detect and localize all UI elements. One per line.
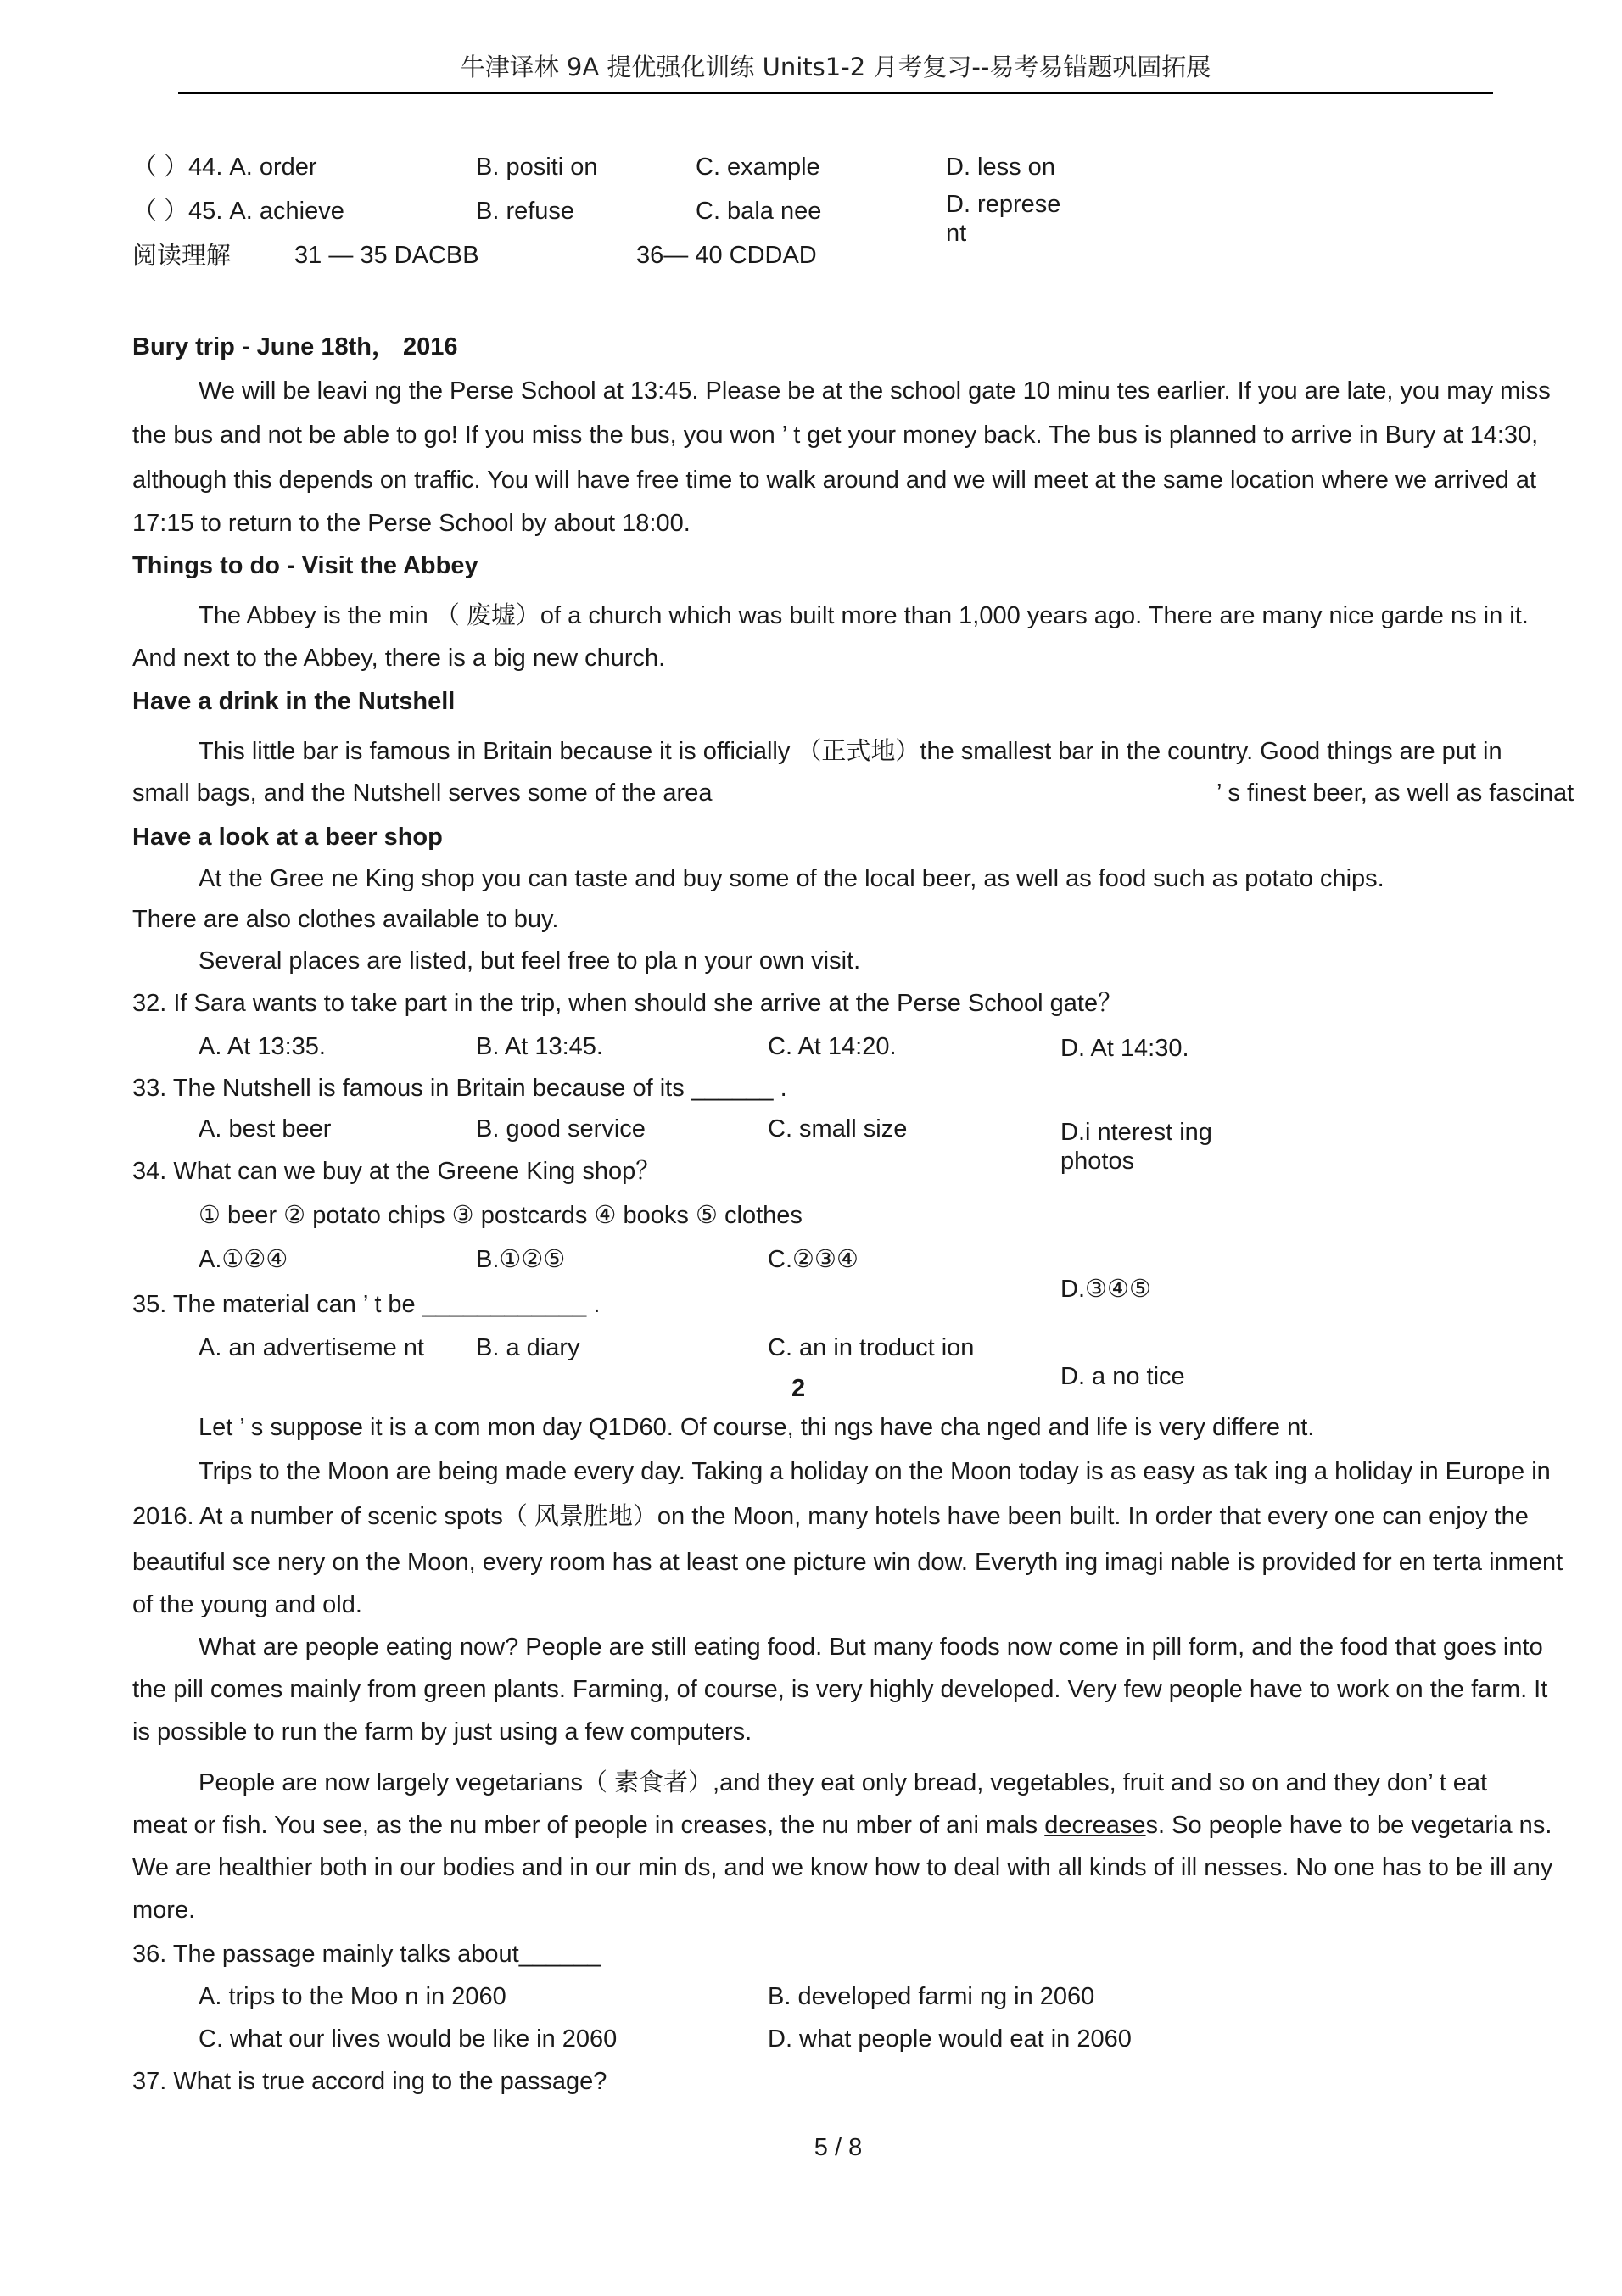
q45-option-d-line1: D. represe (946, 191, 1061, 218)
q37-stem: 37. What is true accord ing to the passage? (132, 2068, 607, 2095)
passage1-p3-line2-left: small bags, and the Nutshell serves some of the area (132, 779, 713, 807)
passage2-p2-line3: beautiful sce nery on the Moon, every room has at least one picture win dow. Everyth ing imagi nable is provided for en terta inment (132, 1549, 1563, 1576)
passage1-p2-line1: The Abbey is the min （ 废墟）of a church which was built more than 1,000 years ago. There are many nice garde ns in it. (199, 602, 1529, 629)
q34-option-a: A.①②④ (199, 1246, 288, 1273)
q35-option-d: D. a no tice (1060, 1363, 1185, 1390)
q33-option-d-line2: photos (1060, 1148, 1135, 1175)
q33-option-b: B. good service (476, 1115, 646, 1142)
answers-36-40: 36— 40 CDDAD (636, 242, 817, 269)
passage2-p4-line4: more. (132, 1897, 196, 1924)
passage1-heading-nutshell: Have a drink in the Nutshell (132, 688, 456, 715)
q32-option-b: B. At 13:45. (476, 1033, 603, 1060)
q36-option-a: A. trips to the Moo n in 2060 (199, 1983, 506, 2010)
passage1-p4-line2: There are also clothes available to buy. (132, 906, 559, 933)
q36-option-c: C. what our lives would be like in 2060 (199, 2025, 618, 2053)
passage2-p4-line2-post: s. So people have to be vegetaria ns. (1145, 1812, 1552, 1839)
passage2-p4-line2-pre: meat or fish. You see, as the nu mber of people in creases, the nu mber of ani mals (132, 1812, 1045, 1839)
q45-option-b: B. refuse (476, 198, 575, 225)
q35-option-c: C. an in troduct ion (768, 1334, 975, 1361)
q36-stem: 36. The passage mainly talks about______ (132, 1941, 601, 1968)
q35-option-a: A. an advertiseme nt (199, 1334, 424, 1361)
q34-option-c: C.②③④ (768, 1246, 859, 1273)
q33-option-c: C. small size (768, 1115, 908, 1142)
page-number: 5 / 8 (814, 2134, 863, 2161)
passage1-p1-line1: We will be leavi ng the Perse School at 13:45. Please be at the school gate 10 minu tes earlier. If you are late, you may miss (199, 377, 1551, 405)
passage2-p1: Let ’ s suppose it is a com mon day Q1D60. Of course, thi ngs have cha nged and life is very differe nt. (199, 1414, 1315, 1441)
passage1-p1-line2: the bus and not be able to go! If you miss the bus, you won ’ t get your money back. The bus is planned to arrive in Bury at 14:30, (132, 422, 1539, 449)
q36-option-d: D. what people would eat in 2060 (768, 2025, 1132, 2053)
passage2-p4-line1: People are now largely vegetarians（ 素食者）,and they eat only bread, vegetables, fruit and so on and they don’ t eat (199, 1769, 1488, 1796)
q32-stem: 32. If Sara wants to take part in the trip, when should she arrive at the Perse School gate？ (132, 990, 1123, 1017)
passage1-heading-beer-shop: Have a look at a beer shop (132, 824, 443, 851)
q34-items: ① beer ② potato chips ③ postcards ④ books ⑤ clothes (199, 1202, 803, 1229)
answers-31-35: 31 — 35 DACBB (294, 242, 479, 269)
passage1-p4-line3: Several places are listed, but feel free to pla n your own visit. (199, 947, 861, 975)
passage2-p3-line1: What are people eating now? People are still eating food. But many foods now come in pill form, and the food that goes into (199, 1634, 1543, 1661)
passage2-p2-line4: of the young and old. (132, 1591, 362, 1618)
section-number: 2 (791, 1375, 806, 1402)
q45-option-c: C. bala nee (696, 198, 822, 225)
passage1-p1-line4: 17:15 to return to the Perse School by about 18:00. (132, 510, 691, 537)
q34-option-d: D.③④⑤ (1060, 1276, 1151, 1303)
q32-option-a: A. At 13:35. (199, 1033, 326, 1060)
passage1-p3-line2-right: ’ s finest beer, as well as fascinat (1216, 779, 1574, 807)
q44-option-d: D. less on (946, 154, 1055, 181)
passage1-p1-line3: although this depends on traffic. You will have free time to walk around and we will meet at the same location where we arrived at (132, 466, 1537, 494)
q44-option-c: C. example (696, 154, 820, 181)
q45-option-d-line2: nt (946, 220, 967, 247)
q45-option-a: （ ）45. A. achieve (132, 198, 344, 225)
passage1-heading-abbey: Things to do - Visit the Abbey (132, 552, 478, 579)
answers-label: 阅读理解 (132, 241, 232, 270)
q35-stem: 35. The material can ’ t be ____________ . (132, 1291, 601, 1318)
page-header-title: 牛津译林 9A 提优强化训练 Units1-2 月考复习--易考易错题巩固拓展 (460, 53, 1211, 81)
passage1-p4-line1: At the Gree ne King shop you can taste and buy some of the local beer, as well as food such as potato chips. (199, 865, 1384, 892)
passage2-p2-line2: 2016. At a number of scenic spots（ 风景胜地）on the Moon, many hotels have been built. In order that every one can enjoy the (132, 1503, 1529, 1530)
passage1-p2-line2: And next to the Abbey, there is a big new church. (132, 645, 666, 672)
passage2-p2-line1: Trips to the Moon are being made every day. Taking a holiday on the Moon today is as easy as tak ing a holiday in Europe in (199, 1458, 1551, 1485)
q44-option-b: B. positi on (476, 154, 598, 181)
q34-stem: 34. What can we buy at the Greene King shop？ (132, 1158, 661, 1185)
passage2-p3-line2: the pill comes mainly from green plants. Farming, of course, is very highly developed. Very few people have to work on the farm. It (132, 1676, 1548, 1703)
q34-option-b: B.①②⑤ (476, 1246, 566, 1273)
passage2-p4-line2 (132, 1811, 1552, 1841)
q33-stem: 33. The Nutshell is famous in Britain because of its ______ . (132, 1075, 787, 1102)
underlined-word-decrease: decrease (1044, 1812, 1146, 1839)
q36-option-b: B. developed farmi ng in 2060 (768, 1983, 1095, 2010)
q33-option-a: A. best beer (199, 1115, 332, 1142)
q32-option-d: D. At 14:30. (1060, 1035, 1189, 1062)
header-divider (178, 92, 1493, 94)
q33-option-d-line1: D.i nterest ing (1060, 1119, 1212, 1146)
passage2-p4-line3: We are healthier both in our bodies and in our min ds, and we know how to deal with all kinds of ill nesses. No one has to be ill any (132, 1854, 1553, 1881)
q32-option-c: C. At 14:20. (768, 1033, 897, 1060)
passage1-title: Bury trip - June 18th， 2016 (132, 333, 458, 360)
q44-option-a: （ ）44. A. order (132, 154, 317, 181)
passage2-p3-line3: is possible to run the farm by just using a few computers. (132, 1718, 752, 1746)
q35-option-b: B. a diary (476, 1334, 580, 1361)
passage1-p3-line1: This little bar is famous in Britain because it is officially （正式地）the smallest bar in the country. Good things are put in (199, 738, 1502, 765)
